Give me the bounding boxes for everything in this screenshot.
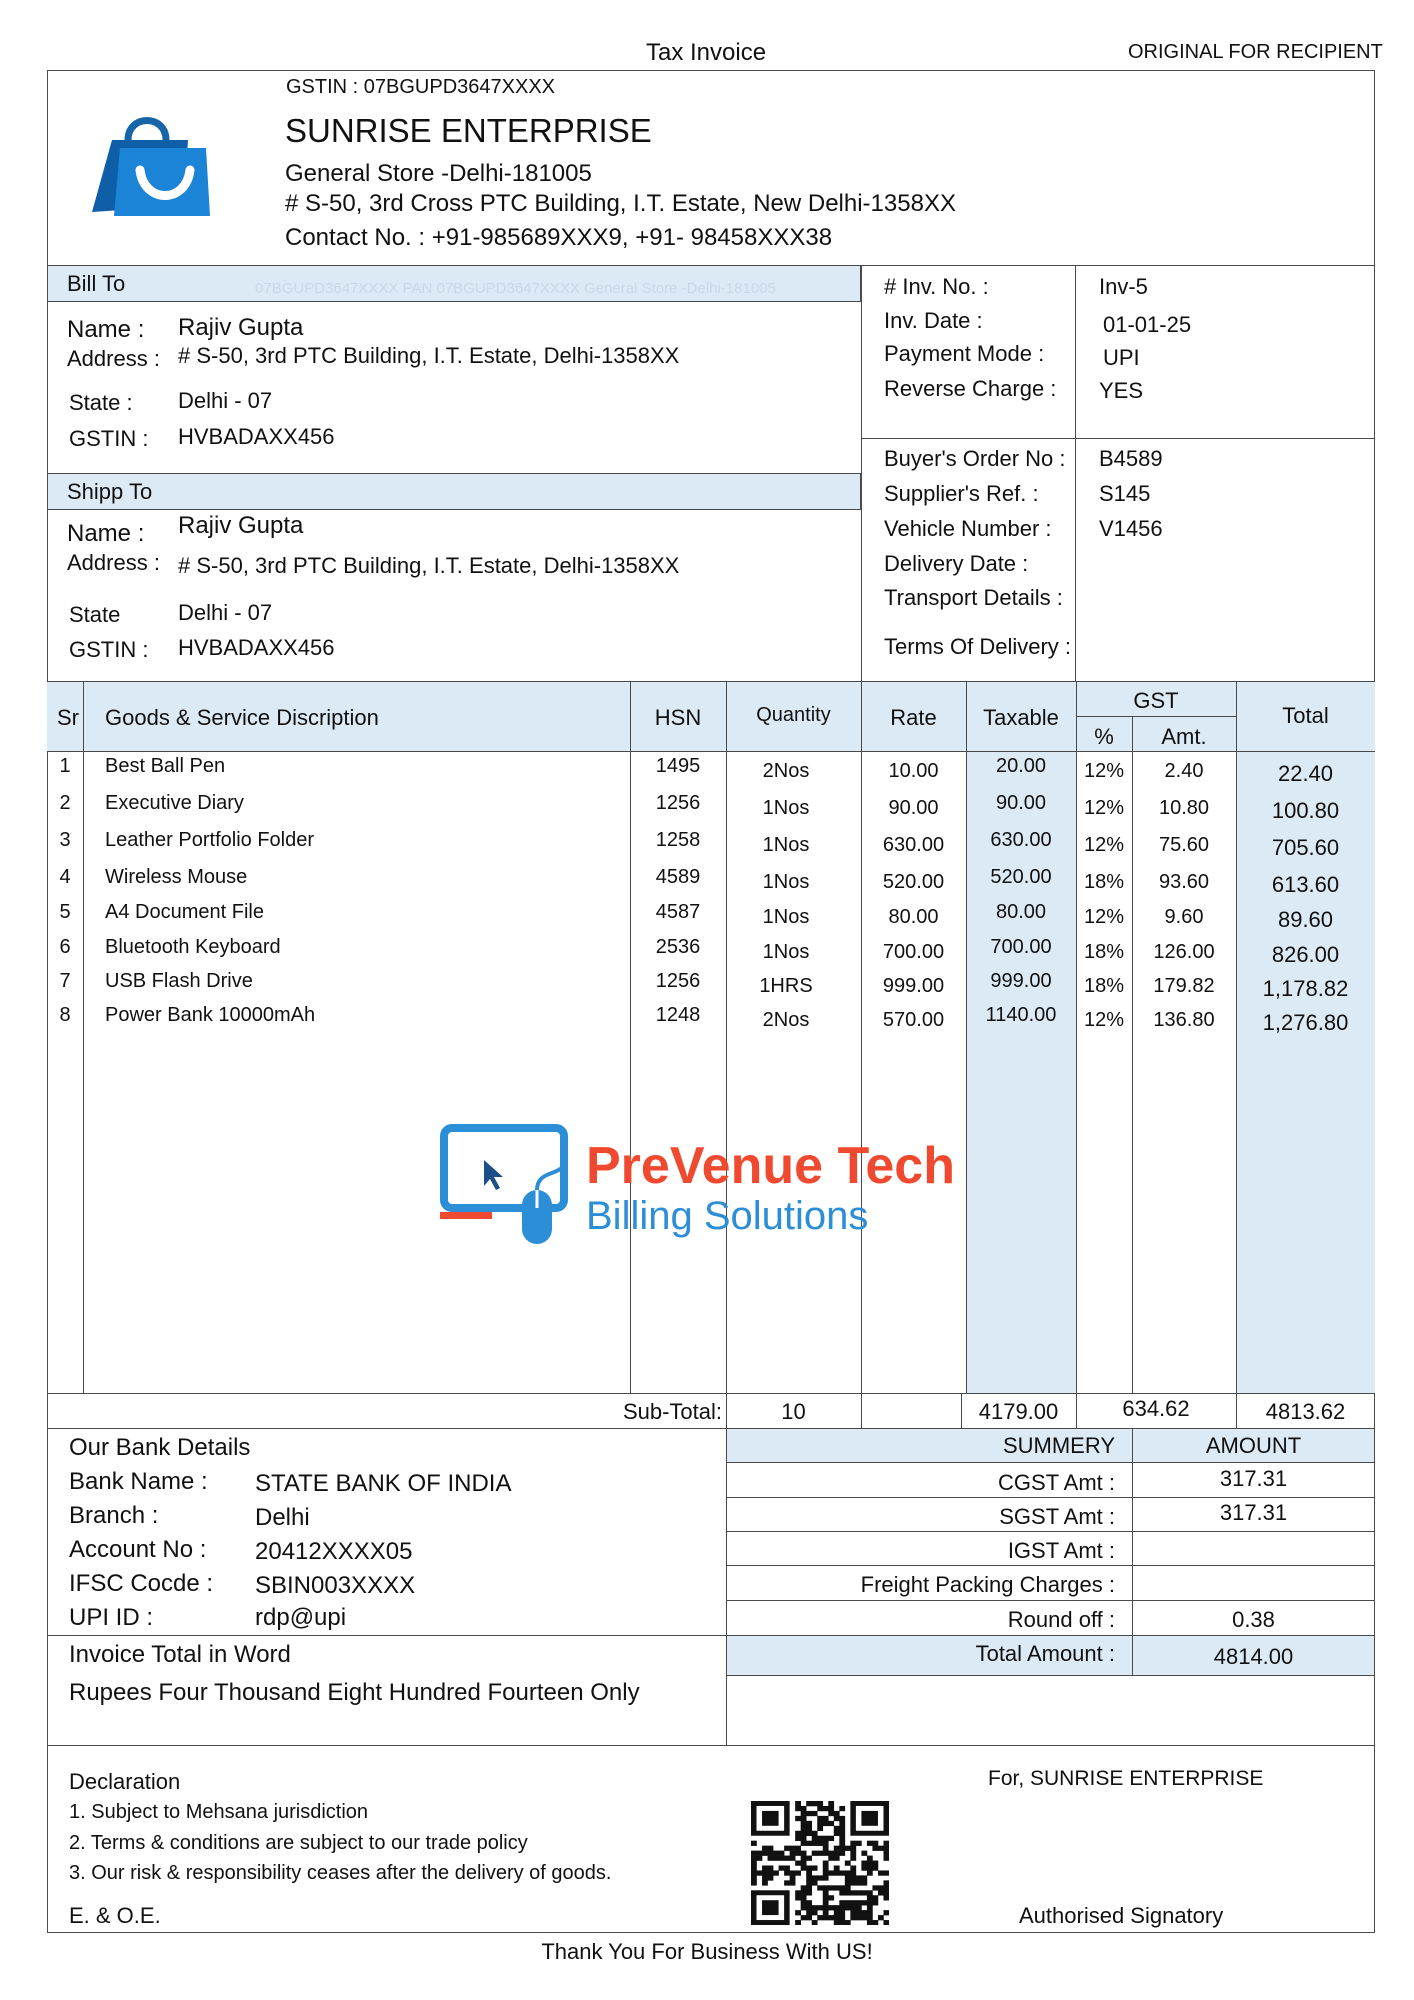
cell-total: 22.40 <box>1277 761 1334 786</box>
account-no-label: Account No : <box>69 1536 207 1563</box>
seller-contact: Contact No. : +91-985689XXX9, +91- 98458XXX38 <box>285 224 833 251</box>
cell-sr: 7 <box>59 970 71 992</box>
col-desc-header: Goods & Service Discription <box>105 705 379 730</box>
cell-qty: 1Nos <box>762 797 810 819</box>
upi-label: UPI ID : <box>69 1604 154 1631</box>
buyer-order-label: Buyer's Order No : <box>884 446 1066 471</box>
bill-gstin-label: GSTIN : <box>69 426 149 451</box>
bank-name-label: Bank Name : <box>69 1468 208 1495</box>
terms-of-delivery-label: Terms Of Delivery : <box>884 634 1072 659</box>
reverse-charge-label: Reverse Charge : <box>884 376 1057 401</box>
cell-gst-amt: 10.80 <box>1158 797 1210 819</box>
cell-hsn: 1258 <box>655 829 701 851</box>
seller-address: # S-50, 3rd Cross PTC Building, I.T. Estate, New Delhi-1358XX <box>285 190 956 217</box>
col-hsn-header: HSN <box>654 705 702 730</box>
cell-qty: 2Nos <box>762 760 810 782</box>
payment-mode-value: UPI <box>1103 345 1140 370</box>
ship-to-header-bar <box>47 473 861 510</box>
branch-value: Delhi <box>255 1504 310 1531</box>
cell-gst-amt: 136.80 <box>1153 1009 1215 1031</box>
cell-rate: 90.00 <box>888 797 939 819</box>
bill-to-heading: Bill To <box>67 271 126 296</box>
cell-hsn: 2536 <box>655 936 701 958</box>
col-total-header: Total <box>1282 703 1329 728</box>
vehicle-number-value: V1456 <box>1099 516 1163 541</box>
for-company-label: For, SUNRISE ENTERPRISE <box>988 1767 1264 1790</box>
cell-gst-pct: 12% <box>1083 1009 1125 1031</box>
amount-in-words: Rupees Four Thousand Eight Hundred Fourteen Only <box>69 1679 640 1706</box>
bill-gstin: HVBADAXX456 <box>178 424 335 449</box>
subtotal-total: 4813.62 <box>1265 1399 1346 1424</box>
bank-heading: Our Bank Details <box>69 1434 251 1461</box>
bill-name-label: Name : <box>67 316 145 343</box>
cell-total: 705.60 <box>1271 835 1340 860</box>
cell-sr: 1 <box>59 755 71 777</box>
sgst-value: 317.31 <box>1219 1500 1288 1525</box>
cell-desc: Power Bank 10000mAh <box>105 1004 316 1026</box>
computer-mouse-icon <box>440 1124 590 1246</box>
cell-rate: 700.00 <box>882 941 945 963</box>
account-no-value: 20412XXXX05 <box>255 1538 413 1565</box>
cgst-value: 317.31 <box>1219 1466 1288 1491</box>
footer-thanks: Thank You For Business With US! <box>541 1939 873 1964</box>
col-qty-header: Quantity <box>756 704 831 726</box>
col-gst-amt-header: Amt. <box>1161 724 1207 749</box>
cell-sr: 3 <box>59 829 71 851</box>
cell-desc: Best Ball Pen <box>105 755 226 777</box>
copy-label: ORIGINAL FOR RECIPIENT <box>1128 41 1383 63</box>
cell-desc: USB Flash Drive <box>105 970 253 992</box>
seller-gstin: GSTIN : 07BGUPD3647XXXX <box>286 76 556 98</box>
upi-value: rdp@upi <box>255 1604 347 1631</box>
cell-gst-pct: 12% <box>1083 834 1125 856</box>
cell-gst-pct: 12% <box>1083 906 1125 928</box>
qr-code-icon <box>751 1801 889 1925</box>
cell-qty: 1Nos <box>762 871 810 893</box>
ifsc-value: SBIN003XXXX <box>255 1572 416 1599</box>
eoe-text: E. & O.E. <box>69 1903 161 1928</box>
cell-rate: 10.00 <box>888 760 939 782</box>
bill-address: # S-50, 3rd PTC Building, I.T. Estate, Delhi-1358XX <box>178 343 680 368</box>
cell-gst-pct: 18% <box>1083 871 1125 893</box>
cell-gst-pct: 18% <box>1083 975 1125 997</box>
subtotal-label: Sub-Total: <box>622 1399 722 1424</box>
cell-taxable: 80.00 <box>995 901 1047 923</box>
bill-address-label: Address : <box>67 346 160 371</box>
declaration-item-2: 2. Terms & conditions are subject to our trade policy <box>69 1832 528 1854</box>
cell-sr: 5 <box>59 901 71 923</box>
cell-hsn: 1256 <box>655 792 701 814</box>
cell-qty: 1Nos <box>762 834 810 856</box>
freight-label: Freight Packing Charges : <box>860 1572 1115 1597</box>
cell-desc: Executive Diary <box>105 792 244 814</box>
round-off-value: 0.38 <box>1232 1607 1275 1632</box>
supplier-ref-value: S145 <box>1099 481 1151 506</box>
cell-rate: 520.00 <box>882 871 945 893</box>
cell-rate: 570.00 <box>882 1009 945 1031</box>
col-gst-pct-header: % <box>1094 724 1114 749</box>
cell-qty: 2Nos <box>762 1009 810 1031</box>
cell-gst-pct: 18% <box>1083 941 1125 963</box>
col-taxable-header: Taxable <box>983 705 1059 730</box>
total-amount-value: 4814.00 <box>1213 1644 1294 1669</box>
reverse-charge-value: YES <box>1099 378 1144 403</box>
branch-label: Branch : <box>69 1502 159 1529</box>
cell-desc: Bluetooth Keyboard <box>105 936 281 958</box>
words-heading: Invoice Total in Word <box>69 1641 291 1668</box>
cell-hsn: 4587 <box>655 901 701 923</box>
cell-hsn: 1495 <box>655 755 701 777</box>
subtotal-gst-amt: 634.62 <box>1122 1396 1190 1421</box>
cell-hsn: 1256 <box>655 970 701 992</box>
cell-hsn: 4589 <box>655 866 701 888</box>
cell-qty: 1Nos <box>762 941 810 963</box>
ship-address-label: Address : <box>67 550 160 575</box>
ship-state: Delhi - 07 <box>178 600 273 625</box>
bill-name: Rajiv Gupta <box>178 314 304 341</box>
cell-taxable: 700.00 <box>990 936 1052 958</box>
supplier-ref-label: Supplier's Ref. : <box>884 481 1039 506</box>
cell-gst-amt: 126.00 <box>1153 941 1215 963</box>
ship-name: Rajiv Gupta <box>178 512 304 539</box>
watermark-line2: Billing Solutions <box>586 1194 869 1238</box>
cell-sr: 6 <box>59 936 71 958</box>
col-sr-header: Sr <box>57 705 79 730</box>
invoice-title: Tax Invoice <box>646 39 767 66</box>
bill-state-label: State : <box>69 390 133 415</box>
watermark-line1: PreVenue Tech <box>586 1137 955 1195</box>
seller-name: SUNRISE ENTERPRISE <box>285 112 652 149</box>
inv-date-value: 01-01-25 <box>1103 312 1192 337</box>
cell-gst-amt: 2.40 <box>1164 760 1204 782</box>
col-rate-header: Rate <box>890 705 937 730</box>
cell-qty: 1HRS <box>759 975 813 997</box>
declaration-item-1: 1. Subject to Mehsana jurisdiction <box>69 1801 369 1823</box>
cell-hsn: 1248 <box>655 1004 701 1026</box>
summary-heading: SUMMERY <box>1002 1433 1115 1458</box>
cell-total: 89.60 <box>1277 907 1334 932</box>
buyer-order-value: B4589 <box>1099 446 1163 471</box>
sgst-label: SGST Amt : <box>999 1504 1115 1529</box>
cell-taxable: 1140.00 <box>985 1004 1057 1026</box>
inv-date-label: Inv. Date : <box>884 308 983 333</box>
cell-total: 613.60 <box>1271 872 1340 897</box>
cell-taxable: 999.00 <box>990 970 1052 992</box>
declaration-heading: Declaration <box>69 1769 181 1794</box>
bill-to-faint-text: 07BGUPD3647XXXX PAN 07BGUPD3647XXXX General Store -Delhi-181005 <box>255 280 776 297</box>
vehicle-number-label: Vehicle Number : <box>884 516 1052 541</box>
inv-no-label: # Inv. No. : <box>884 274 989 299</box>
summary-amount-heading: AMOUNT <box>1205 1433 1302 1458</box>
delivery-date-label: Delivery Date : <box>884 551 1029 576</box>
cell-rate: 80.00 <box>888 906 939 928</box>
ship-gstin: HVBADAXX456 <box>178 635 335 660</box>
cell-total: 1,178.82 <box>1262 976 1349 1001</box>
cell-gst-amt: 75.60 <box>1158 834 1210 856</box>
subtotal-qty: 10 <box>781 1399 806 1424</box>
round-off-label: Round off : <box>1007 1607 1115 1632</box>
ifsc-label: IFSC Cocde : <box>69 1570 214 1597</box>
cell-gst-amt: 93.60 <box>1158 871 1210 893</box>
igst-label: IGST Amt : <box>1007 1538 1115 1563</box>
declaration-item-3: 3. Our risk & responsibility ceases after the delivery of goods. <box>69 1862 612 1884</box>
cell-rate: 999.00 <box>882 975 945 997</box>
cell-taxable: 20.00 <box>995 755 1047 777</box>
cell-desc: Leather Portfolio Folder <box>105 829 315 851</box>
authorised-signatory: Authorised Signatory <box>1019 1903 1224 1928</box>
ship-to-heading: Shipp To <box>67 479 153 504</box>
cell-total: 100.80 <box>1271 798 1340 823</box>
ship-address: # S-50, 3rd PTC Building, I.T. Estate, Delhi-1358XX <box>178 553 680 578</box>
cgst-label: CGST Amt : <box>998 1470 1115 1495</box>
cell-gst-amt: 179.82 <box>1153 975 1215 997</box>
cell-sr: 8 <box>59 1004 71 1026</box>
cell-gst-pct: 12% <box>1083 760 1125 782</box>
inv-no-value: Inv-5 <box>1099 274 1148 299</box>
total-amount-label: Total Amount : <box>975 1641 1115 1666</box>
cell-desc: Wireless Mouse <box>105 866 248 888</box>
col-gst-header: GST <box>1133 688 1179 713</box>
cell-rate: 630.00 <box>882 834 945 856</box>
cell-total: 1,276.80 <box>1262 1010 1349 1035</box>
cell-taxable: 520.00 <box>990 866 1052 888</box>
cell-gst-pct: 12% <box>1083 797 1125 819</box>
bill-state: Delhi - 07 <box>178 388 273 413</box>
seller-line1: General Store -Delhi-181005 <box>285 160 592 187</box>
subtotal-taxable: 4179.00 <box>978 1399 1059 1424</box>
payment-mode-label: Payment Mode : <box>884 341 1045 366</box>
bank-name-value: STATE BANK OF INDIA <box>255 1470 512 1497</box>
cell-sr: 2 <box>59 792 71 814</box>
cell-taxable: 630.00 <box>990 829 1052 851</box>
ship-gstin-label: GSTIN : <box>69 637 149 662</box>
cell-taxable: 90.00 <box>995 792 1047 814</box>
cell-gst-amt: 9.60 <box>1164 906 1204 928</box>
cell-total: 826.00 <box>1271 942 1340 967</box>
ship-state-label: State <box>69 602 121 627</box>
cell-qty: 1Nos <box>762 906 810 928</box>
shopping-bag-icon <box>90 108 214 222</box>
cell-desc: A4 Document File <box>105 901 264 923</box>
transport-details-label: Transport Details : <box>884 585 1063 610</box>
cell-sr: 4 <box>59 866 71 888</box>
ship-name-label: Name : <box>67 520 145 547</box>
